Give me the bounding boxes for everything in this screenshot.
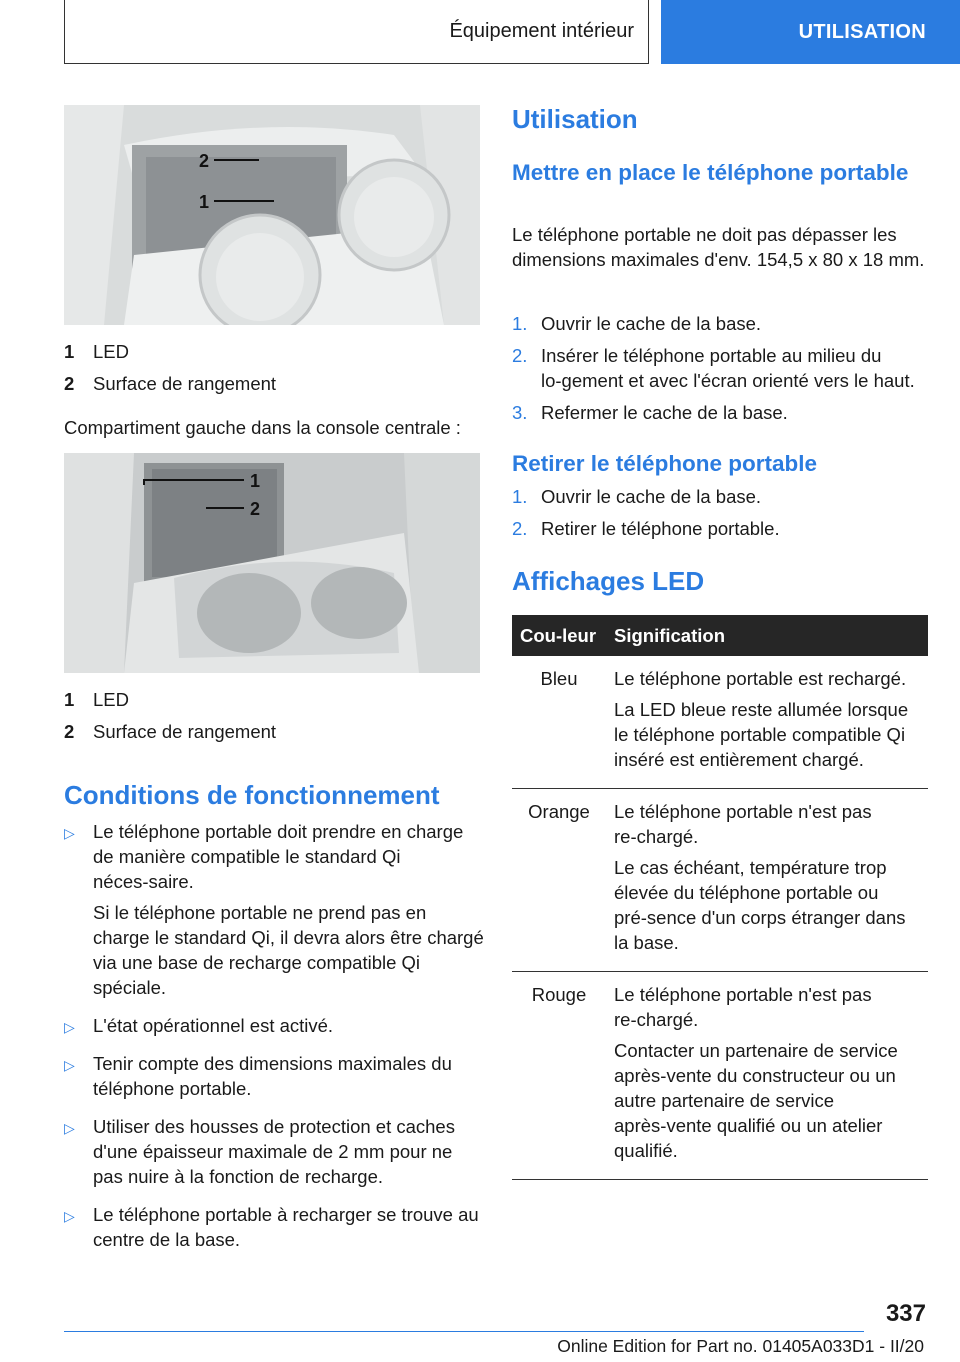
legend-item bbox=[64, 721, 480, 753]
remove-phone-heading: Retirer le téléphone portable bbox=[512, 451, 818, 476]
triangle-bullet-icon: ▷ bbox=[64, 1120, 75, 1136]
step-number: 3. bbox=[512, 402, 528, 423]
triangle-bullet-icon: ▷ bbox=[64, 825, 75, 841]
legend-number: 1 bbox=[64, 341, 75, 362]
step-text: Ouvrir le cache de la base. bbox=[541, 313, 762, 334]
led-meaning-main: Le téléphone portable est rechargé. bbox=[614, 668, 907, 689]
insert-phone-heading: Mettre en place le téléphone portable bbox=[512, 160, 909, 185]
step-text: Insérer le téléphone portable au milieu du lo‑gement et avec l'écran orienté vers le haut. bbox=[541, 345, 915, 391]
step-text: Ouvrir le cache de la base. bbox=[541, 486, 762, 507]
list-item bbox=[64, 1051, 484, 1107]
led-heading: Affichages LED bbox=[512, 566, 705, 596]
table-row bbox=[512, 972, 928, 1180]
list-item-text: Le téléphone portable doit prendre en charge de manière compatible le standard Qi néces‑saire. bbox=[93, 821, 464, 892]
step-number: 1. bbox=[512, 486, 528, 507]
figure2-legend bbox=[64, 689, 480, 753]
led-table bbox=[512, 615, 928, 1180]
left-compartment-photo bbox=[64, 453, 480, 673]
list-item-note: Si le téléphone portable ne prend pas en charge le standard Qi, il devra alors être chargé via une base de recharge compatible Qi spéciale. bbox=[93, 902, 484, 998]
list-item-text: Le téléphone portable à recharger se trouve au centre de la base. bbox=[93, 1204, 479, 1250]
legend-number: 2 bbox=[64, 373, 75, 394]
step-text: Retirer le téléphone portable. bbox=[541, 518, 780, 539]
led-meaning-detail: Le cas échéant, température trop élevée du téléphone portable ou pré‑sence d'un corps étranger dans la base. bbox=[614, 857, 906, 953]
table-row bbox=[512, 656, 928, 789]
running-header-section: Équipement intérieur bbox=[64, 0, 649, 64]
list-item bbox=[64, 1114, 484, 1195]
page-number: 337 bbox=[885, 1300, 926, 1327]
list-item bbox=[64, 1013, 484, 1044]
legend-label: Surface de rangement bbox=[93, 721, 277, 742]
legend-number: 1 bbox=[64, 689, 75, 710]
list-item-text: Tenir compte des dimensions maximales du téléphone portable. bbox=[93, 1053, 452, 1099]
led-meaning-cell bbox=[606, 656, 928, 789]
triangle-bullet-icon: ▷ bbox=[64, 1208, 75, 1224]
list-item bbox=[64, 1202, 484, 1258]
insert-phone-steps bbox=[512, 311, 928, 432]
wireless-charging-tray-photo bbox=[64, 105, 480, 325]
list-item bbox=[64, 819, 484, 1006]
table-row bbox=[512, 789, 928, 972]
svg-text:1: 1 bbox=[250, 471, 261, 491]
legend-number: 2 bbox=[64, 721, 75, 742]
column-header-color: Cou‑leur bbox=[512, 615, 606, 656]
conditions-list bbox=[64, 819, 484, 1265]
table-header-row bbox=[512, 615, 928, 656]
insert-phone-intro: Le téléphone portable ne doit pas dépasser les dimensions maximales d'env. 154,5 x 80 x 18 mm. bbox=[512, 224, 925, 270]
column-header-meaning: Signification bbox=[606, 615, 928, 656]
step-number: 2. bbox=[512, 345, 528, 366]
left-compartment-caption: Compartiment gauche dans la console centrale : bbox=[64, 417, 461, 438]
led-meaning-cell bbox=[606, 789, 928, 972]
svg-text:2: 2 bbox=[199, 151, 210, 171]
legend-label: LED bbox=[93, 341, 129, 362]
led-meaning-main: Le téléphone portable n'est pas re‑chargé. bbox=[614, 984, 872, 1030]
step-item bbox=[512, 343, 928, 393]
list-item-text: L'état opérationnel est activé. bbox=[93, 1015, 334, 1036]
legend-label: Surface de rangement bbox=[93, 373, 277, 394]
step-item bbox=[512, 311, 928, 336]
utilisation-heading: Utilisation bbox=[512, 104, 638, 134]
led-color-cell: Rouge bbox=[512, 972, 606, 1180]
led-meaning-detail: Contacter un partenaire de service après‑vente du constructeur ou un autre partenaire de service après‑vente qualifié ou un atelier qualifié. bbox=[614, 1040, 898, 1161]
step-item bbox=[512, 516, 928, 541]
led-color-cell: Orange bbox=[512, 789, 606, 972]
legend-item bbox=[64, 373, 480, 405]
led-color-cell: Bleu bbox=[512, 656, 606, 789]
led-meaning-cell bbox=[606, 972, 928, 1180]
led-meaning-main: Le téléphone portable n'est pas re‑chargé. bbox=[614, 801, 872, 847]
step-number: 1. bbox=[512, 313, 528, 334]
remove-phone-steps bbox=[512, 484, 928, 548]
svg-text:2: 2 bbox=[250, 499, 261, 519]
conditions-heading: Conditions de fonctionnement bbox=[64, 780, 440, 810]
step-item bbox=[512, 400, 928, 425]
step-item bbox=[512, 484, 928, 509]
svg-text:1: 1 bbox=[199, 192, 210, 212]
step-text: Refermer le cache de la base. bbox=[541, 402, 788, 423]
legend-item bbox=[64, 341, 480, 373]
running-header-chapter: UTILISATION bbox=[661, 0, 960, 64]
legend-label: LED bbox=[93, 689, 129, 710]
footer-divider bbox=[64, 1331, 864, 1332]
triangle-bullet-icon: ▷ bbox=[64, 1019, 75, 1035]
list-item-text: Utiliser des housses de protection et caches d'une épaisseur maximale de 2 mm pour ne pas nuire à la fonction de recharge. bbox=[93, 1116, 455, 1187]
led-meaning-detail: La LED bleue reste allumée lorsque le téléphone portable compatible Qi inséré est entièrement chargé. bbox=[614, 699, 909, 770]
legend-item bbox=[64, 689, 480, 721]
triangle-bullet-icon: ▷ bbox=[64, 1057, 75, 1073]
edition-footer: Online Edition for Part no. 01405A033D1 - II/20 bbox=[557, 1336, 924, 1356]
figure1-legend bbox=[64, 341, 480, 405]
step-number: 2. bbox=[512, 518, 528, 539]
